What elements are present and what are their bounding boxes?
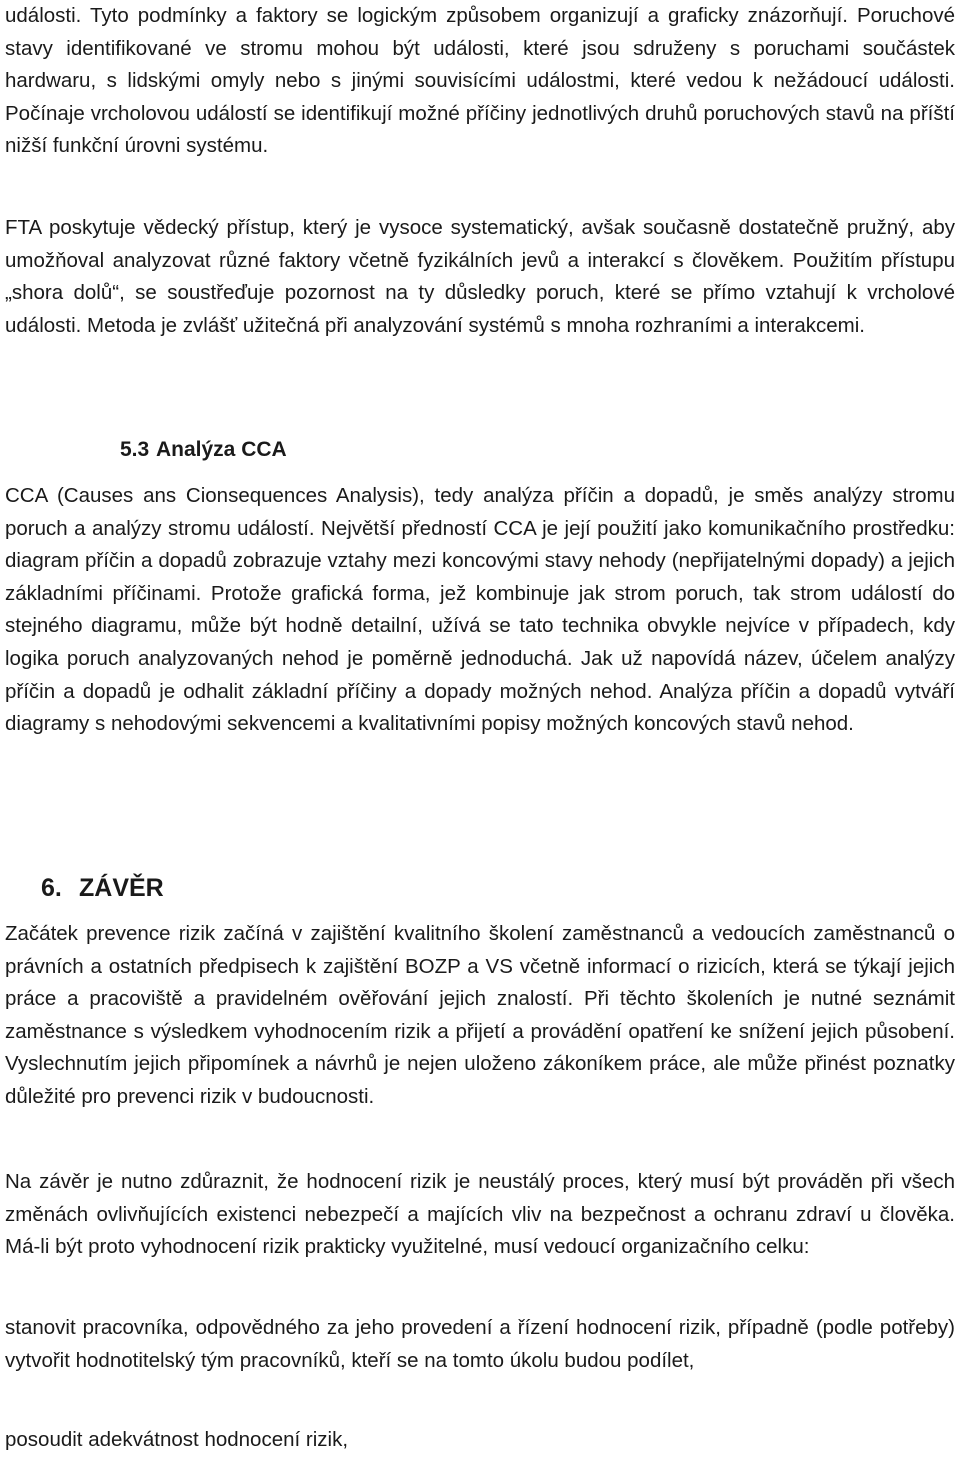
section-number: 5.3 (120, 438, 150, 461)
section-title: ZÁVĚR (79, 874, 164, 902)
section-heading-6 (41, 870, 164, 906)
paragraph-fta-approach: FTA poskytuje vědecký přístup, který je vysoce systematický, avšak současně dostatečně pružný, aby umožňoval analyzovat různé faktory včetně fyzikálních jevů a interakcí s člověkem. Použitím přístupu „shora dolů“, se soustřeďuje pozornost na ty důsledky poruch, které se přímo vztahují k vrcholové události. Metoda je zvlášť užitečná při analyzování systémů s mnoha rozhraními a interakcemi. (5, 216, 955, 337)
paragraph-fta-description: události. Tyto podmínky a faktory se logickým způsobem organizují a graficky znázorňují. Poruchové stavy identifikované ve stromu mohou být události, které jsou sdruženy s poruchami součástek hardwaru, s lidskými omyly nebo s jinými souvisícími událostmi, které vedou k nežádoucí události. Počínaje vrcholovou událostí se identifikují možné příčiny jednotlivých druhů poruchových stavů na příští nižší funkční úrovni systému. (5, 4, 955, 158)
list-item-assess-adequacy: posoudit adekvátnost hodnocení rizik, (5, 1428, 349, 1451)
section-heading-5-3 (120, 434, 287, 466)
paragraph-conclusion: Na závěr je nutno zdůraznit, že hodnocení rizik je neustálý proces, který musí být prováděn při všech změnách ovlivňujících existenci nebezpečí a majících vliv na bezpečnost a ochranu zdraví u člověka. Má-li být proto vyhodnocení rizik prakticky využitelné, musí vedoucí organizačního celku: (5, 1170, 955, 1259)
section-number: 6. (41, 874, 62, 902)
paragraph-cca: CCA (Causes ans Cionsequences Analysis), tedy analýza příčin a dopadů, je směs analýzy stromu poruch a analýzy stromu událostí. Největší předností CCA je její použití jako komunikačního prostředku: diagram příčin a dopadů zobrazuje vztahy mezi koncovými stavy nehody (nepřijatelnými dopady) a jejich základními příčinami. Protože grafická forma, jež kombinuje jak strom poruch, tak strom událostí do stejného diagramu, může být hodně detailní, užívá se tato technika obvykle nejvíce v případech, kdy logika poruch analyzovaných nehod je poměrně jednoduchá. Jak už napovídá název, účelem analýzy příčin a dopadů je odhalit základní příčiny a dopady možných nehod. Analýza příčin a dopadů vytváří diagramy s nehodovými sekvencemi a kvalitativními popisy možných koncových stavů nehod. (5, 484, 955, 736)
list-item-assign-worker: stanovit pracovníka, odpovědného za jeho provedení a řízení hodnocení rizik, případně (podle potřeby) vytvořit hodnotitelský tým pracovníků, kteří se na tomto úkolu budou podílet, (5, 1316, 955, 1372)
section-title: Analýza CCA (156, 438, 287, 461)
paragraph-risk-prevention: Začátek prevence rizik začíná v zajištění kvalitního školení zaměstnanců a vedoucích zaměstnanců o právních a ostatních předpisech k zajištění BOZP a VS včetně informací o rizicích, která se týkají jejich práce a pracoviště a pravidelném ověřování jejich znalostí. Při těchto školeních je nutné seznámit zaměstnance s výsledkem vyhodnocením rizik a přijetí a provádění opatření ke snížení jejich působení. Vyslechnutím jejich připomínek a návrhů je nejen uloženo zákoníkem práce, ale může přinést poznatky důležité pro prevenci rizik v budoucnosti. (5, 922, 955, 1108)
